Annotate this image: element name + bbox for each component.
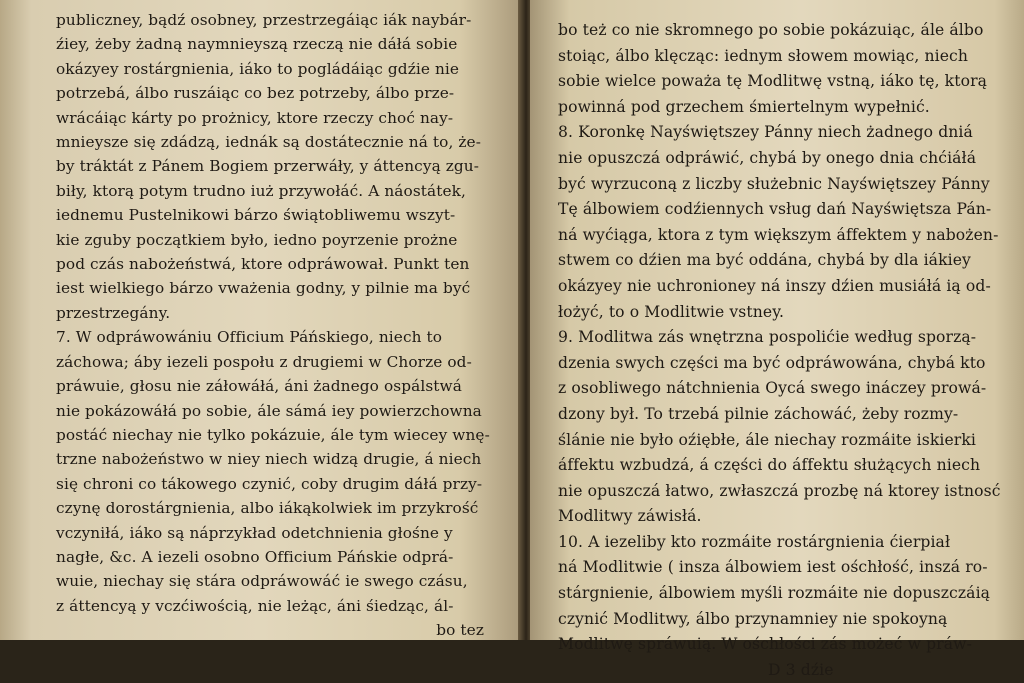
right-text-line: bo też co nie skromnego po sobie pokázuiąc, ále álbo <box>558 21 984 39</box>
right-text-line: Modlitwy záwisłá. <box>558 507 702 526</box>
right-text-line: ślánie nie było oźiębłe, ále niechay rozmáite iskierki <box>558 430 977 449</box>
right-text-line: stárgnienie, álbowiem myśli rozmáite nie dopuszczáią <box>558 584 991 603</box>
left-text-line: wuie, niechay się stára odpráwowáć ie swego czásu, <box>56 572 468 591</box>
left-text-line: wrácáiąc kárty po prożnicy, ktore rzeczy choć nay- <box>56 108 454 127</box>
left-text-line: z áttencyą y vczćiwością, nie leżąc, áni śiedząc, ál- <box>56 596 454 615</box>
left-text-line: mnieysze się zdádzą, iednák są dostátecznie ná to, że- <box>56 133 481 152</box>
right-page-footer <box>558 658 1006 683</box>
right-text-line: Modlitwę spráwuią. W ośchłości zás możeć w práw- <box>558 635 972 654</box>
right-text-line: 8. Koronkę Nayświętszey Pánny niech żadnego dniá <box>558 123 973 142</box>
left-text-line: iednemu Pustelnikowi bárzo świątobliwemu wszyt- <box>56 206 456 225</box>
left-text-line: nie pokázowáłá po sobie, ále sámá iey powierzchowna <box>56 401 482 420</box>
left-page-text <box>56 8 508 618</box>
left-text-line: vczyniłá, iáko są náprzykład odetchnienia głośne y <box>56 523 453 542</box>
right-text-line: okázyey nie uchronioney ná inszy dźien musiáłá ią od- <box>558 276 991 295</box>
left-page <box>0 0 522 640</box>
right-page <box>530 0 1024 679</box>
right-text-line: stwem co dźien ma być oddána, chybá by dla iákiey <box>558 251 971 270</box>
right-text-line: powinná pod grzechem śmiertelnym wypełnić. <box>558 97 930 116</box>
right-text-line: áffektu wzbudzá, á części do áffektu służących niech <box>558 456 981 475</box>
right-text-line: ná wyćiąga, ktora z tym większym áffektem y nabożen- <box>558 225 999 244</box>
left-text-line: okázyey rostárgnienia, iáko to pogládáiąc gdźie nie <box>56 59 460 78</box>
right-text-line: łożyć, to o Modlitwie vstney. <box>558 302 785 321</box>
right-text-line: z osobliwego nátchnienia Oycá swego ináczey prowá- <box>558 379 987 398</box>
left-text-line: postáć niechay nie tylko pokázuie, ále tym wiecey wnę- <box>56 425 490 444</box>
right-text-line: sobie wielce poważa tę Modlitwę vstną, iáko tę, ktorą <box>558 72 988 91</box>
left-text-line: biły, ktorą potym trudno iuż przywołáć. A náostátek, <box>56 181 466 200</box>
right-text-line: 9. Modlitwa zás wnętrzna pospolićie według sporzą- <box>558 328 977 347</box>
left-text-line: by tráktát z Pánem Bogiem przerwáły, y áttencyą zgu- <box>56 157 480 176</box>
left-text-line: iest wielkiego bárzo vważenia godny, y pilnie ma być <box>56 279 471 298</box>
right-text-line: ná Modlitwie ( insza álbowiem iest ośchłość, inszá ro- <box>558 558 988 577</box>
right-text-line: dzenia swych części ma być odpráwowána, chybá kto <box>558 353 986 372</box>
right-text-line: czynić Modlitwy, álbo przynamniey nie spokoyną <box>558 609 948 628</box>
right-text-line: 10. A iezeliby kto rozmáite rostárgnienia ćierpiał <box>558 532 951 551</box>
right-text-line: nie opuszczá odpráwić, chybá by onego dnia chćiáłá <box>558 148 977 167</box>
left-text-line: przestrzegány. <box>56 303 171 322</box>
left-text-line: trzne nabożeństwo w niey niech widzą drugie, á niech <box>56 450 482 469</box>
left-text-line: źiey, żeby żadną naymnieyszą rzeczą nie dáłá sobie <box>56 35 458 54</box>
left-text-line: się chroni co tákowego czynić, coby drugim dáłá przy- <box>56 474 483 493</box>
left-text-line: publiczney, bądź osobney, przestrzegáiąc iák naybár- <box>56 11 472 29</box>
left-text-line: pod czás nabożeństwá, ktore odpráwował. Punkt ten <box>56 255 470 274</box>
left-text-line: 7. W odpráwowániu Officium Páńskiego, niech to <box>56 328 443 347</box>
right-text-line: być wyrzuconą z liczby służebnic Nayświętszey Pánny <box>558 174 990 193</box>
right-catchword: dźie <box>800 660 834 679</box>
left-text-line: práwuie, głosu nie záłowáłá, áni żadnego ospálstwá <box>56 377 462 396</box>
right-text-line: nie opuszczá łatwo, zwłaszczá prozbę ná ktorey istnosć <box>558 481 1001 500</box>
left-text-line: nagłe, &c. A iezeli osobno Officium Páńskie odprá- <box>56 547 454 566</box>
left-text-line: záchowa; áby iezeli pospołu z drugiemi w Chorze od- <box>56 352 472 371</box>
right-text-line: dzony był. To trzebá pilnie záchowáć, żeby rozmy- <box>558 404 959 423</box>
left-text-line: potrzebá, álbo ruszáiąc co bez potrzeby, álbo prze- <box>56 84 455 103</box>
left-text-line: czynę dorostárgnienia, albo iákąkolwiek im przykrość <box>56 499 479 518</box>
right-text-line: Tę álbowiem codźiennych vsług dań Nayświętsza Pán- <box>558 200 992 219</box>
right-page-text <box>558 18 1006 658</box>
right-text-line: stoiąc, álbo klęcząc: iednym słowem mowiąc, niech <box>558 46 969 65</box>
left-catchword: bo tez <box>436 621 484 640</box>
signature-mark: D 3 <box>768 660 796 679</box>
left-text-line: kie zguby początkiem było, iedno poyrzenie prożne <box>56 230 458 249</box>
